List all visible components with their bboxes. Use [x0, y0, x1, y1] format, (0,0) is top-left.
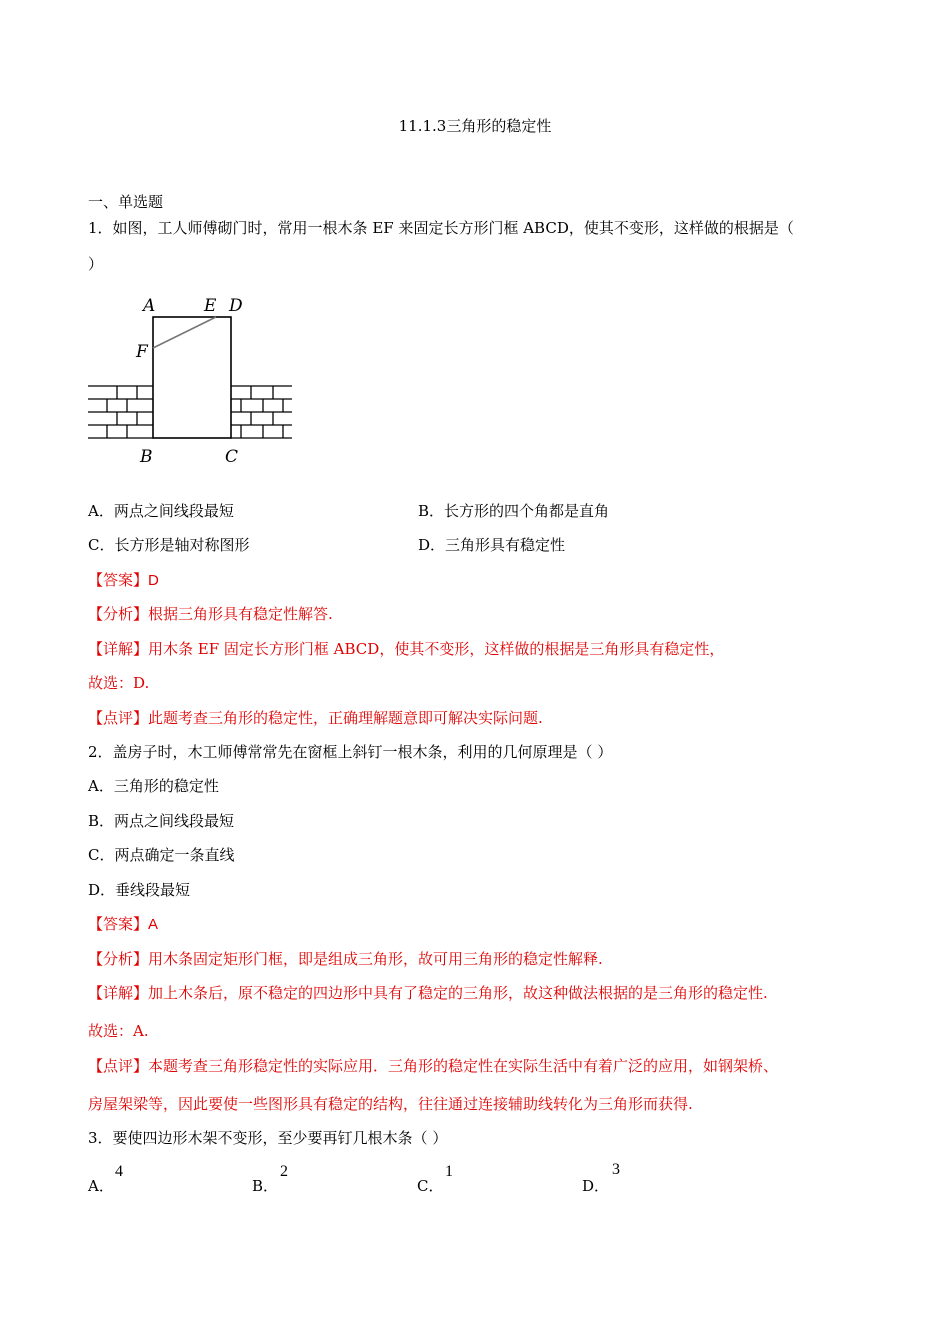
label-c: C — [225, 447, 239, 467]
question-3-stem — [88, 1128, 447, 1148]
brick-wall-left — [88, 386, 153, 438]
option-b-value: 2 — [280, 1163, 288, 1180]
option-a-value: 4 — [115, 1163, 123, 1180]
detail: 【详解】加上木条后，原不稳定的四边形中具有了稳定的三角形，故这种做法根据的是三角形的稳定性. — [88, 984, 768, 1002]
option-d-value: 3 — [612, 1161, 620, 1178]
label-a: A — [143, 296, 156, 316]
option-a-key: A． — [88, 1177, 114, 1195]
option-a: A．三角形的稳定性 — [88, 777, 219, 795]
question-text: 要使四边形木架不变形，至少要再钉几根木条（ ） — [112, 1129, 448, 1147]
option-a: A．两点之间线段最短 — [88, 502, 234, 520]
option-d: D．三角形具有稳定性 — [418, 536, 566, 554]
question-2-stem — [88, 742, 612, 762]
option-c-value: 1 — [445, 1163, 453, 1180]
label-b: B — [140, 447, 153, 467]
option-d-key: D． — [582, 1177, 610, 1195]
answer: 【答案】A — [88, 915, 159, 933]
option-c-key: C． — [417, 1177, 444, 1195]
option-c: C．长方形是轴对称图形 — [88, 536, 250, 554]
label-d: D — [229, 296, 243, 316]
question-number: 1． — [88, 219, 113, 237]
question-text: 如图，工人师傅砌门时，常用一根木条 EF 来固定长方形门框 ABCD，使其不变形，这样做的根据是（ — [112, 219, 794, 237]
choice-statement: 故选：D. — [88, 674, 150, 692]
analysis: 【分析】用木条固定矩形门框，即是组成三角形，故可用三角形的稳定性解释. — [88, 950, 603, 968]
question-1-stem — [88, 218, 794, 238]
door-frame-figure — [85, 292, 297, 470]
answer: 【答案】D — [88, 571, 159, 589]
option-b: B．两点之间线段最短 — [88, 812, 235, 830]
section-heading: 一、单选题 — [88, 193, 164, 211]
option-c: C．两点确定一条直线 — [88, 846, 235, 864]
brick-wall-right — [231, 386, 292, 438]
option-b-key: B． — [252, 1177, 279, 1195]
option-d: D．垂线段最短 — [88, 881, 191, 899]
comment-cont: 房屋架梁等，因此要使一些图形具有稳定的结构，往往通过连接辅助线转化为三角形而获得. — [88, 1095, 693, 1113]
option-b: B．长方形的四个角都是直角 — [418, 502, 610, 520]
page-title: 11.1.3三角形的稳定性 — [398, 117, 552, 135]
question-text: 盖房子时，木工师傅常常先在窗框上斜钉一根木条，利用的几何原理是（ ） — [112, 743, 613, 761]
comment: 【点评】本题考查三角形稳定性的实际应用．三角形的稳定性在实际生活中有着广泛的应用，如钢架桥、 — [88, 1057, 779, 1075]
analysis: 【分析】根据三角形具有稳定性解答. — [88, 605, 333, 623]
door-frame-rect — [153, 317, 231, 438]
label-e: E — [204, 296, 217, 316]
choice-statement: 故选：A. — [88, 1022, 149, 1040]
detail: 【详解】用木条 EF 固定长方形门框 ABCD，使其不变形，这样做的根据是三角形具有稳定性， — [88, 640, 725, 658]
question-number: 2． — [88, 743, 113, 761]
label-f: F — [136, 342, 148, 362]
question-1-stem-cont: ） — [88, 255, 104, 273]
question-number: 3． — [88, 1129, 113, 1147]
comment: 【点评】此题考查三角形的稳定性，正确理解题意即可解决实际问题. — [88, 709, 543, 727]
